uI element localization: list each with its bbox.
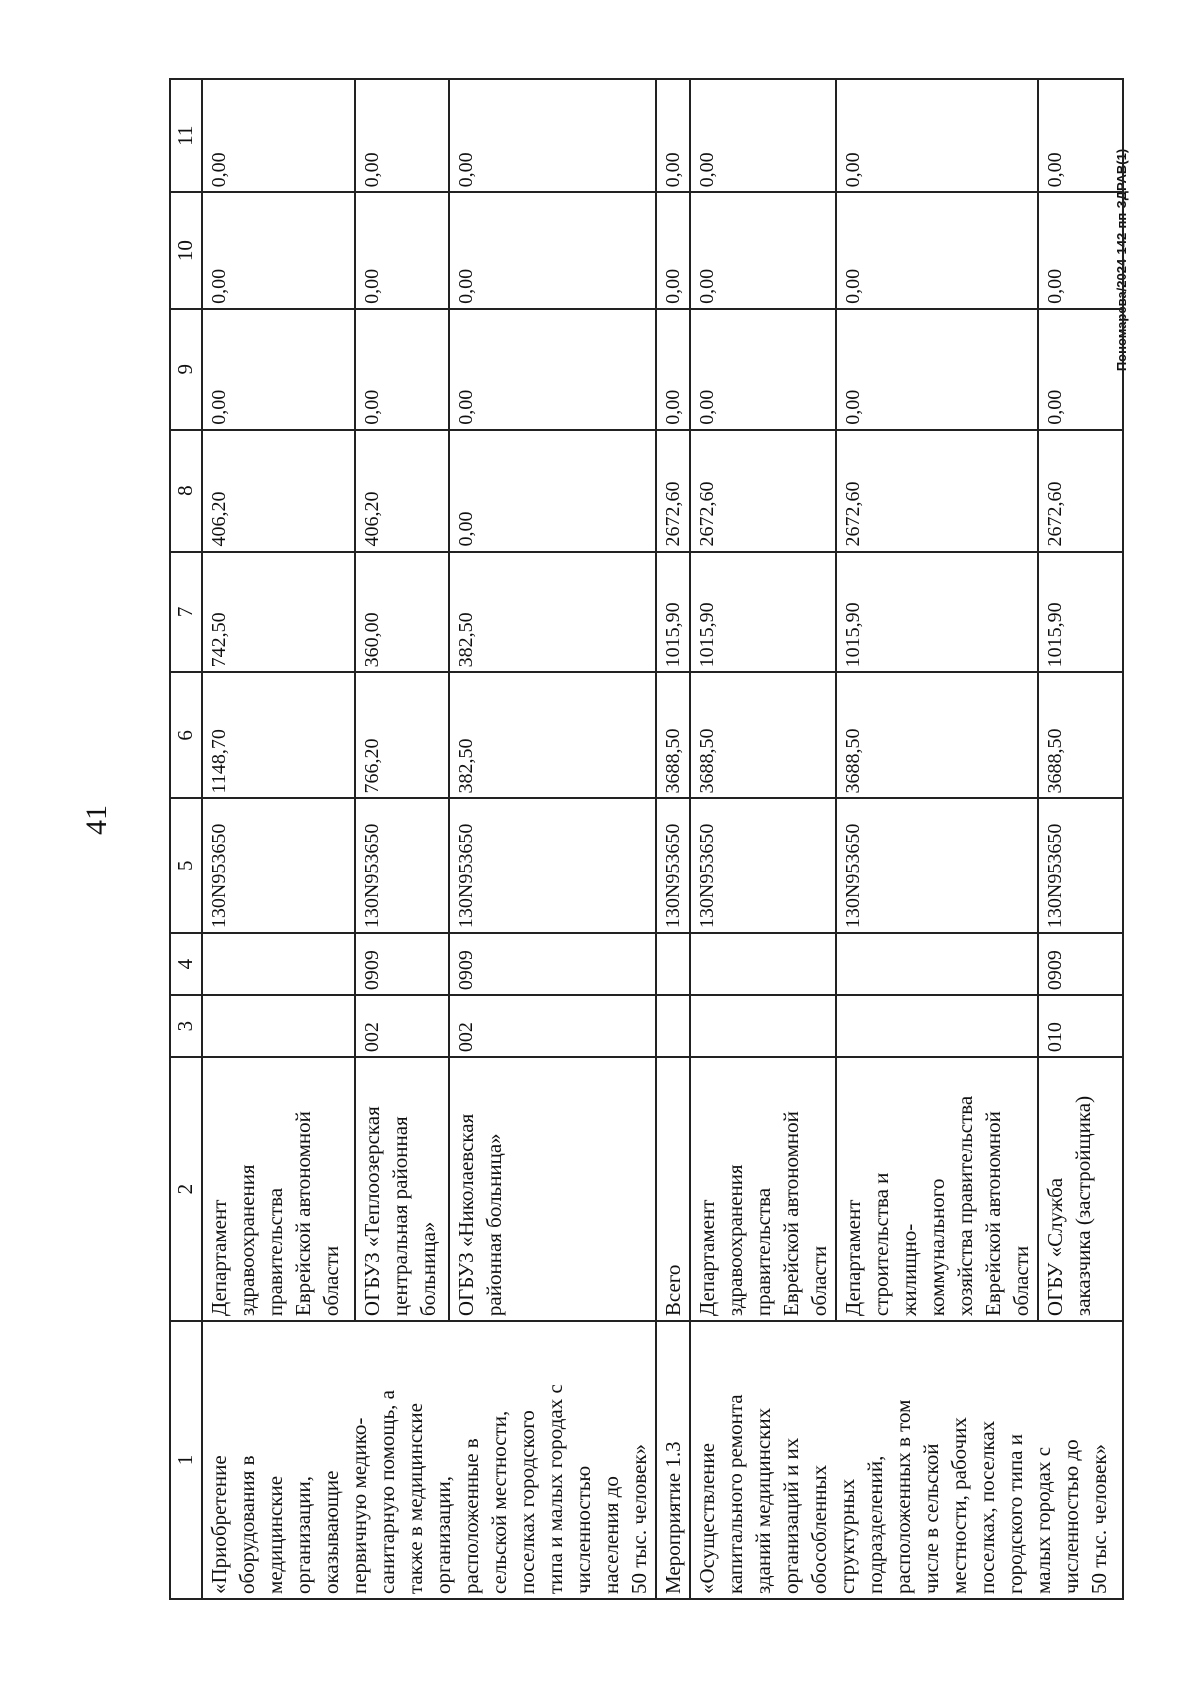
col-header: 10 bbox=[170, 192, 202, 309]
executor-cell: ОГБУЗ «Николаевская районная больница» bbox=[449, 1057, 656, 1321]
col-header: 11 bbox=[170, 79, 202, 192]
executor-cell: Всего bbox=[656, 1057, 690, 1321]
code-cell: 002 bbox=[449, 995, 656, 1057]
header-row bbox=[170, 79, 202, 1599]
value-cell: 360,00 bbox=[355, 552, 449, 673]
value-cell: 2672,60 bbox=[836, 430, 1038, 552]
rotated-table-container bbox=[169, 78, 1111, 1600]
value-cell: 406,20 bbox=[355, 430, 449, 552]
code-cell: 130N953650 bbox=[656, 798, 690, 933]
table-row-total bbox=[656, 79, 690, 1599]
table-row bbox=[202, 79, 355, 1599]
value-cell: 0,00 bbox=[449, 79, 656, 192]
code-cell: 130N953650 bbox=[836, 798, 1038, 933]
value-cell: 3688,50 bbox=[836, 672, 1038, 798]
value-cell: 0,00 bbox=[656, 309, 690, 430]
value-cell: 0,00 bbox=[656, 192, 690, 309]
code-cell bbox=[836, 933, 1038, 995]
measure-title: Мероприятие 1.3 bbox=[656, 1321, 690, 1599]
code-cell bbox=[836, 995, 1038, 1057]
value-cell: 3688,50 bbox=[690, 672, 836, 798]
code-cell bbox=[690, 995, 836, 1057]
value-cell: 0,00 bbox=[836, 79, 1038, 192]
value-cell: 3688,50 bbox=[656, 672, 690, 798]
col-header: 5 bbox=[170, 798, 202, 933]
value-cell: 0,00 bbox=[690, 309, 836, 430]
executor-cell: ОГБУ «Служба заказчика (застройщика) bbox=[1038, 1057, 1123, 1321]
code-cell: 002 bbox=[355, 995, 449, 1057]
code-cell bbox=[690, 933, 836, 995]
value-cell: 2672,60 bbox=[656, 430, 690, 552]
value-cell: 1015,90 bbox=[690, 552, 836, 673]
value-cell: 0,00 bbox=[202, 309, 355, 430]
value-cell: 406,20 bbox=[202, 430, 355, 552]
col-header: 2 bbox=[170, 1057, 202, 1321]
value-cell: 0,00 bbox=[355, 309, 449, 430]
code-cell: 130N953650 bbox=[355, 798, 449, 933]
code-cell bbox=[656, 933, 690, 995]
value-cell: 0,00 bbox=[1038, 192, 1123, 309]
page-number: 41 bbox=[80, 805, 113, 835]
measure-description: «Приобретение оборудования в медицинские организации, оказывающие первичную медико- санитарную помощь, а также в медицинские организации, расположенные в сельской местности, поселках городского типа и малых городах с численностью населения до 50 тыс. человек» bbox=[202, 1321, 656, 1599]
executor-cell: Департамент здравоохранения правительства Еврейской автономной области bbox=[690, 1057, 836, 1321]
code-cell bbox=[656, 995, 690, 1057]
value-cell: 0,00 bbox=[449, 430, 656, 552]
value-cell: 742,50 bbox=[202, 552, 355, 673]
code-cell bbox=[202, 933, 355, 995]
code-cell: 0909 bbox=[1038, 933, 1123, 995]
value-cell: 0,00 bbox=[1038, 309, 1123, 430]
value-cell: 1148,70 bbox=[202, 672, 355, 798]
value-cell: 0,00 bbox=[449, 192, 656, 309]
value-cell: 2672,60 bbox=[690, 430, 836, 552]
value-cell: 0,00 bbox=[836, 192, 1038, 309]
col-header: 6 bbox=[170, 672, 202, 798]
value-cell: 2672,60 bbox=[1038, 430, 1123, 552]
table-row bbox=[690, 79, 836, 1599]
value-cell: 1015,90 bbox=[1038, 552, 1123, 673]
code-cell bbox=[202, 995, 355, 1057]
value-cell: 1015,90 bbox=[836, 552, 1038, 673]
value-cell: 0,00 bbox=[690, 79, 836, 192]
code-cell: 0909 bbox=[449, 933, 656, 995]
value-cell: 0,00 bbox=[202, 79, 355, 192]
executor-cell: ОГБУЗ «Теплоозерская центральная районная больница» bbox=[355, 1057, 449, 1321]
value-cell: 0,00 bbox=[449, 309, 656, 430]
value-cell: 382,50 bbox=[449, 552, 656, 673]
col-header: 9 bbox=[170, 309, 202, 430]
code-cell: 010 bbox=[1038, 995, 1123, 1057]
value-cell: 0,00 bbox=[656, 79, 690, 192]
col-header: 3 bbox=[170, 995, 202, 1057]
value-cell: 0,00 bbox=[1038, 79, 1123, 192]
executor-cell: Департамент здравоохранения правительства Еврейской автономной области bbox=[202, 1057, 355, 1321]
value-cell: 1015,90 bbox=[656, 552, 690, 673]
value-cell: 0,00 bbox=[355, 79, 449, 192]
value-cell: 0,00 bbox=[355, 192, 449, 309]
code-cell: 130N953650 bbox=[449, 798, 656, 933]
col-header: 1 bbox=[170, 1321, 202, 1599]
value-cell: 0,00 bbox=[690, 192, 836, 309]
budget-table bbox=[169, 78, 1124, 1600]
measure-description: «Осуществление капитального ремонта зданий медицинских организаций и их обособленных структурных подразделений, расположенных в том числе в сельской местности, рабочих поселках, поселках городского типа и малых городах с численностью до 50 тыс. человек» bbox=[690, 1321, 1123, 1599]
code-cell: 130N953650 bbox=[690, 798, 836, 933]
col-header: 4 bbox=[170, 933, 202, 995]
value-cell: 3688,50 bbox=[1038, 672, 1123, 798]
code-cell: 130N953650 bbox=[202, 798, 355, 933]
col-header: 8 bbox=[170, 430, 202, 552]
code-cell: 0909 bbox=[355, 933, 449, 995]
code-cell: 130N953650 bbox=[1038, 798, 1123, 933]
document-code: Пономарева/2024-142-пп-ЗДРАВ(1) bbox=[1114, 148, 1129, 372]
value-cell: 766,20 bbox=[355, 672, 449, 798]
value-cell: 382,50 bbox=[449, 672, 656, 798]
value-cell: 0,00 bbox=[836, 309, 1038, 430]
col-header: 7 bbox=[170, 552, 202, 673]
value-cell: 0,00 bbox=[202, 192, 355, 309]
executor-cell: Департамент строительства и жилищно- коммунального хозяйства правительства Еврейской автономной области bbox=[836, 1057, 1038, 1321]
